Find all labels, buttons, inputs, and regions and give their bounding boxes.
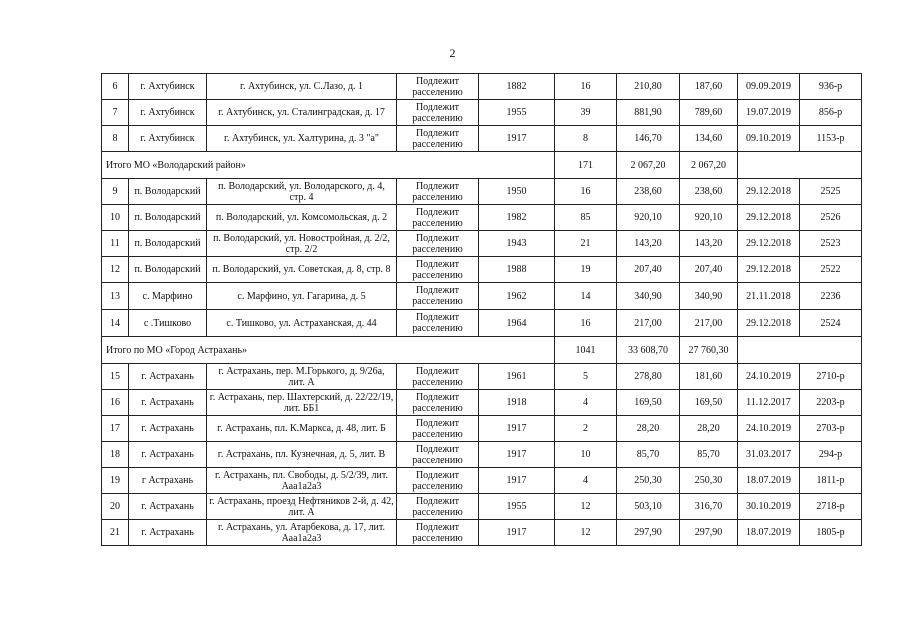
area-resettle-cell: 85,70 [680,442,738,468]
subtotal-area-total: 33 608,70 [617,337,680,364]
document-number-cell: 2524 [800,310,862,337]
address-cell: п. Володарский, ул. Комсомольская, д. 2 [207,205,397,231]
area-resettle-cell: 187,60 [680,74,738,100]
year-cell: 1961 [479,364,555,390]
settlement-cell: п. Володарский [129,205,207,231]
row-number: 17 [102,416,129,442]
date-cell: 18.07.2019 [738,520,800,546]
table-row [102,364,862,390]
residents-cell: 12 [555,520,617,546]
subtotal-row [102,152,862,179]
address-cell: г. Астрахань, пер. Шахтерский, д. 22/22/19, лит. ББ1 [207,390,397,416]
document-number-cell: 1153-р [800,126,862,152]
document-number-cell: 2710-р [800,364,862,390]
address-cell: п. Володарский, ул. Советская, д. 8, стр. 8 [207,257,397,283]
residents-cell: 4 [555,390,617,416]
date-cell: 11.12.2017 [738,390,800,416]
table-row [102,231,862,257]
residents-cell: 2 [555,416,617,442]
year-cell: 1917 [479,126,555,152]
area-resettle-cell: 28,20 [680,416,738,442]
settlement-cell: г. Ахтубинск [129,126,207,152]
date-cell: 09.09.2019 [738,74,800,100]
area-total-cell: 503,10 [617,494,680,520]
subtotal-area-resettle: 27 760,30 [680,337,738,364]
document-number-cell: 2526 [800,205,862,231]
area-total-cell: 881,90 [617,100,680,126]
table-row [102,257,862,283]
status-cell: Подлежит расселению [397,74,479,100]
area-resettle-cell: 789,60 [680,100,738,126]
date-cell: 18.07.2019 [738,468,800,494]
address-cell: п. Володарский, ул. Новостройная, д. 2/2, стр. 2/2 [207,231,397,257]
area-total-cell: 210,80 [617,74,680,100]
area-total-cell: 217,00 [617,310,680,337]
row-number: 10 [102,205,129,231]
status-cell: Подлежит расселению [397,231,479,257]
residents-cell: 85 [555,205,617,231]
area-total-cell: 28,20 [617,416,680,442]
subtotal-residents: 171 [555,152,617,179]
document-number-cell: 2236 [800,283,862,310]
document-number-cell: 2525 [800,179,862,205]
address-cell: г. Астрахань, пл. Кузнечная, д. 5, лит. В [207,442,397,468]
document-number-cell: 1805-р [800,520,862,546]
settlement-cell: г. Астрахань [129,390,207,416]
residents-cell: 21 [555,231,617,257]
settlement-cell: г. Астрахань [129,494,207,520]
area-resettle-cell: 920,10 [680,205,738,231]
area-total-cell: 146,70 [617,126,680,152]
area-resettle-cell: 316,70 [680,494,738,520]
year-cell: 1917 [479,468,555,494]
address-cell: г. Астрахань, пер. М.Горького, д. 9/26а, лит. А [207,364,397,390]
area-total-cell: 85,70 [617,442,680,468]
year-cell: 1917 [479,442,555,468]
subtotal-empty [738,337,862,364]
residents-cell: 19 [555,257,617,283]
status-cell: Подлежит расселению [397,283,479,310]
status-cell: Подлежит расселению [397,179,479,205]
residents-cell: 39 [555,100,617,126]
row-number: 18 [102,442,129,468]
table-row [102,520,862,546]
residents-cell: 16 [555,310,617,337]
document-number-cell: 2523 [800,231,862,257]
address-cell: г. Ахтубинск, ул. Халтурина, д. 3 "а" [207,126,397,152]
row-number: 15 [102,364,129,390]
settlement-cell: г. Астрахань [129,442,207,468]
area-total-cell: 207,40 [617,257,680,283]
settlement-cell: г Астрахань [129,468,207,494]
year-cell: 1943 [479,231,555,257]
address-cell: п. Володарский, ул. Володарского, д. 4, стр. 4 [207,179,397,205]
table-row [102,179,862,205]
year-cell: 1950 [479,179,555,205]
address-cell: г. Ахтубинск, ул. Сталинградская, д. 17 [207,100,397,126]
area-total-cell: 278,80 [617,364,680,390]
year-cell: 1955 [479,100,555,126]
date-cell: 30.10.2019 [738,494,800,520]
area-resettle-cell: 143,20 [680,231,738,257]
residents-cell: 10 [555,442,617,468]
status-cell: Подлежит расселению [397,416,479,442]
date-cell: 29.12.2018 [738,257,800,283]
year-cell: 1964 [479,310,555,337]
row-number: 6 [102,74,129,100]
row-number: 16 [102,390,129,416]
area-resettle-cell: 250,30 [680,468,738,494]
area-total-cell: 250,30 [617,468,680,494]
area-resettle-cell: 340,90 [680,283,738,310]
row-number: 9 [102,179,129,205]
area-total-cell: 340,90 [617,283,680,310]
document-number-cell: 856-р [800,100,862,126]
date-cell: 24.10.2019 [738,416,800,442]
address-cell: с. Тишково, ул. Астраханская, д. 44 [207,310,397,337]
document-number-cell: 2703-р [800,416,862,442]
area-total-cell: 169,50 [617,390,680,416]
subtotal-area-total: 2 067,20 [617,152,680,179]
settlement-cell: г. Астрахань [129,416,207,442]
area-resettle-cell: 297,90 [680,520,738,546]
document-number-cell: 2203-р [800,390,862,416]
subtotal-row [102,337,862,364]
table-row [102,310,862,337]
subtotal-area-resettle: 2 067,20 [680,152,738,179]
document-number-cell: 1811-р [800,468,862,494]
row-number: 11 [102,231,129,257]
subtotal-residents: 1041 [555,337,617,364]
address-cell: г. Астрахань, пл. Свободы, д. 5/2/39, лит. Ааа1а2а3 [207,468,397,494]
address-cell: г. Астрахань, ул. Атарбекова, д. 17, лит. Ааа1а2а3 [207,520,397,546]
status-cell: Подлежит расселению [397,442,479,468]
table-row [102,416,862,442]
settlement-cell: с. Марфино [129,283,207,310]
subtotal-empty [738,152,862,179]
residents-cell: 4 [555,468,617,494]
date-cell: 24.10.2019 [738,364,800,390]
year-cell: 1882 [479,74,555,100]
table-row [102,283,862,310]
status-cell: Подлежит расселению [397,364,479,390]
row-number: 7 [102,100,129,126]
table-row [102,100,862,126]
residents-cell: 16 [555,179,617,205]
table-row [102,390,862,416]
year-cell: 1982 [479,205,555,231]
date-cell: 21.11.2018 [738,283,800,310]
settlement-cell: п. Володарский [129,257,207,283]
area-total-cell: 143,20 [617,231,680,257]
year-cell: 1917 [479,520,555,546]
settlement-cell: п. Володарский [129,231,207,257]
residents-cell: 8 [555,126,617,152]
document-number-cell: 936-р [800,74,862,100]
area-total-cell: 920,10 [617,205,680,231]
table-row [102,205,862,231]
area-resettle-cell: 217,00 [680,310,738,337]
residents-cell: 12 [555,494,617,520]
residents-cell: 16 [555,74,617,100]
status-cell: Подлежит расселению [397,257,479,283]
table-row [102,442,862,468]
page-number: 2 [449,46,456,60]
table-row [102,494,862,520]
area-resettle-cell: 181,60 [680,364,738,390]
status-cell: Подлежит расселению [397,494,479,520]
address-cell: г. Астрахань, проезд Нефтяников 2-й, д. 42, лит. А [207,494,397,520]
subtotal-label: Итого по МО «Город Астрахань» [102,337,555,364]
status-cell: Подлежит расселению [397,310,479,337]
date-cell: 29.12.2018 [738,205,800,231]
address-cell: г. Ахтубинск, ул. С.Лазо, д. 1 [207,74,397,100]
table-row [102,74,862,100]
area-resettle-cell: 169,50 [680,390,738,416]
settlement-cell: г. Астрахань [129,520,207,546]
status-cell: Подлежит расселению [397,520,479,546]
housing-register-table [101,73,862,546]
status-cell: Подлежит расселению [397,126,479,152]
year-cell: 1955 [479,494,555,520]
settlement-cell: п. Володарский [129,179,207,205]
subtotal-label: Итого МО «Володарский район» [102,152,555,179]
date-cell: 09.10.2019 [738,126,800,152]
settlement-cell: г. Астрахань [129,364,207,390]
year-cell: 1962 [479,283,555,310]
area-resettle-cell: 207,40 [680,257,738,283]
residents-cell: 5 [555,364,617,390]
row-number: 13 [102,283,129,310]
document-number-cell: 294-р [800,442,862,468]
document-number-cell: 2522 [800,257,862,283]
area-total-cell: 297,90 [617,520,680,546]
row-number: 12 [102,257,129,283]
year-cell: 1918 [479,390,555,416]
table-row [102,126,862,152]
year-cell: 1917 [479,416,555,442]
date-cell: 19.07.2019 [738,100,800,126]
year-cell: 1988 [479,257,555,283]
document-number-cell: 2718-р [800,494,862,520]
status-cell: Подлежит расселению [397,468,479,494]
row-number: 8 [102,126,129,152]
table-row [102,468,862,494]
date-cell: 29.12.2018 [738,310,800,337]
date-cell: 29.12.2018 [738,231,800,257]
address-cell: г. Астрахань, пл. К.Маркса, д. 48, лит. Б [207,416,397,442]
residents-cell: 14 [555,283,617,310]
row-number: 20 [102,494,129,520]
row-number: 19 [102,468,129,494]
status-cell: Подлежит расселению [397,205,479,231]
address-cell: с. Марфино, ул. Гагарина, д. 5 [207,283,397,310]
settlement-cell: г. Ахтубинск [129,100,207,126]
date-cell: 31.03.2017 [738,442,800,468]
status-cell: Подлежит расселению [397,100,479,126]
status-cell: Подлежит расселению [397,390,479,416]
row-number: 21 [102,520,129,546]
area-total-cell: 238,60 [617,179,680,205]
row-number: 14 [102,310,129,337]
settlement-cell: г. Ахтубинск [129,74,207,100]
area-resettle-cell: 238,60 [680,179,738,205]
settlement-cell: с .Тишково [129,310,207,337]
area-resettle-cell: 134,60 [680,126,738,152]
date-cell: 29.12.2018 [738,179,800,205]
